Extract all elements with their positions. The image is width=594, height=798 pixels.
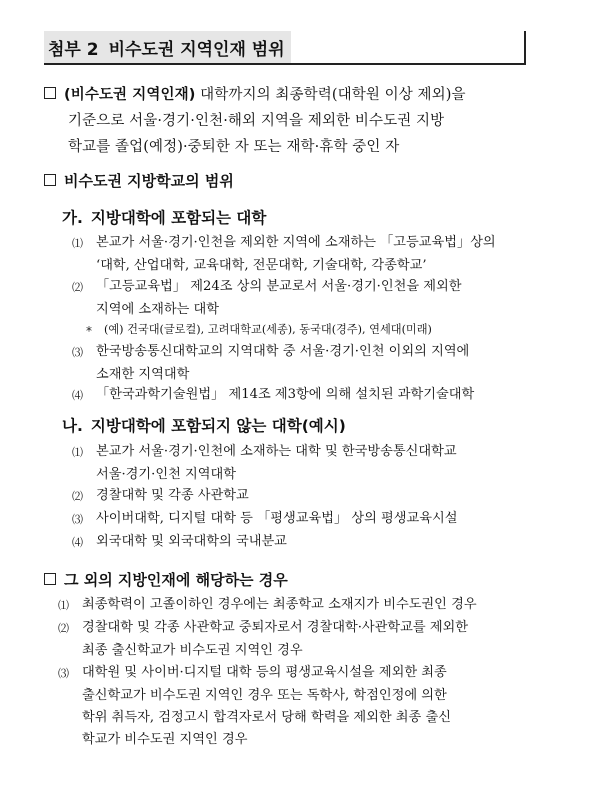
list-item-na-4	[72, 531, 542, 554]
list-item-na-1	[72, 441, 542, 486]
header-underline	[44, 63, 526, 65]
item-text-line: 경찰대학 및 각종 사관학교 중퇴자로서 경찰대학·사관학교를 제외한	[82, 620, 469, 635]
item-number: ⑷	[72, 536, 83, 549]
item-text-line: 학위 취득자, 검정고시 합격자로서 당해 학력을 제외한 최종 출신	[82, 710, 451, 725]
section1-title: 비수도권 지방학교의 범위	[64, 172, 234, 190]
checkbox-square-icon	[44, 174, 56, 186]
intro-bold-term: (비수도권 지역인재)	[64, 87, 196, 103]
item-text-line: 최종 출신학교가 비수도권 지역인 경우	[82, 643, 303, 658]
item-number: ⑶	[72, 513, 83, 526]
subsection-ga-marker: 가.	[62, 209, 83, 227]
list-item-ga-3	[72, 341, 542, 386]
item-number: ⑴	[72, 446, 83, 459]
item-text-line: 「한국과학기술원법」 제14조 제3항에 의해 설치된 과학기술대학	[96, 387, 475, 402]
item-text-line: 소재한 지역대학	[96, 367, 190, 382]
item-number: ⑵	[72, 490, 83, 503]
section2-heading	[44, 569, 544, 590]
item-text-line: 사이버대학, 디지털 대학 등 「평생교육법」 상의 평생교육시설	[96, 511, 458, 526]
list-item-s2-2	[58, 617, 544, 662]
item-text-line: 본교가 서울·경기·인천을 제외한 지역에 소재하는 「고등교육법」상의	[96, 235, 496, 250]
item-number: ⑶	[72, 346, 83, 359]
header-right-bar	[524, 31, 526, 63]
intro-line-3: 학교를 졸업(예정)·중퇴한 자 또는 재학·휴학 중인 자	[68, 139, 400, 155]
header-title-box	[44, 31, 291, 63]
note-text: (예) 건국대(글로컬), 고려대학교(세종), 동국대(경주), 연세대(미래)	[104, 323, 432, 336]
item-number: ⑶	[58, 667, 69, 680]
intro-line-1-text: 대학까지의 최종학력(대학원 이상 제외)을	[195, 87, 466, 103]
checkbox-square-icon	[44, 573, 56, 585]
item-text-line: 최종학력이 고졸이하인 경우에는 최종학교 소재지가 비수도권인 경우	[82, 597, 477, 612]
list-item-na-2	[72, 485, 542, 508]
list-item-s2-1	[58, 594, 544, 617]
page-title: 비수도권 지역인재 범위	[108, 39, 285, 60]
intro-paragraph	[44, 82, 544, 160]
list-item-na-3	[72, 508, 542, 531]
subsection-na-heading	[62, 414, 346, 436]
item-text-line: 서울·경기·인천 지역대학	[96, 467, 236, 482]
item-text-line: 본교가 서울·경기·인천에 소재하는 대학 및 한국방송통신대학교	[96, 444, 457, 459]
item-text-line: 한국방송통신대학교의 지역대학 중 서울·경기·인천 이외의 지역에	[96, 344, 470, 359]
item-number: ⑴	[72, 237, 83, 250]
item-text-line: 「고등교육법」 제24조 상의 분교로서 서울·경기·인천을 제외한	[96, 279, 462, 294]
intro-line-1	[44, 82, 544, 108]
attachment-header	[44, 31, 526, 63]
item-number: ⑵	[72, 281, 83, 294]
item-text-line: ‘대학, 산업대학, 교육대학, 전문대학, 기술대학, 각종학교’	[96, 258, 427, 273]
section1-heading	[44, 170, 544, 191]
item-number: ⑷	[72, 389, 83, 402]
checkbox-square-icon	[44, 87, 56, 99]
item-text-line: 경찰대학 및 각종 사관학교	[96, 488, 249, 503]
intro-line-2: 기준으로 서울·경기·인천·해외 지역을 제외한 비수도권 지방	[68, 113, 445, 129]
subsection-ga-heading	[62, 206, 266, 228]
list-item-ga-1	[72, 232, 542, 277]
attachment-label: 첨부 2	[48, 39, 99, 60]
section2-title: 그 외의 지방인재에 해당하는 경우	[64, 571, 288, 589]
list-item-ga-4	[72, 384, 542, 407]
item-text-line: 외국대학 및 외국대학의 국내분교	[96, 534, 287, 549]
subsection-ga-title: 지방대학에 포함되는 대학	[90, 209, 267, 227]
item-text-line: 출신학교가 비수도권 지역인 경우 또는 독학사, 학점인정에 의한	[82, 688, 447, 703]
item-number: ⑵	[58, 622, 69, 635]
note-asterisk: *	[86, 324, 92, 338]
item-text-line: 지역에 소재하는 대학	[96, 302, 220, 317]
subsection-na-marker: 나.	[62, 417, 83, 435]
example-note	[86, 319, 556, 342]
list-item-ga-2	[72, 276, 542, 321]
item-text-line: 대학원 및 사이버·디지털 대학 등의 평생교육시설을 제외한 최종	[82, 665, 447, 680]
subsection-na-title: 지방대학에 포함되지 않는 대학(예시)	[90, 417, 346, 435]
item-number: ⑴	[58, 599, 69, 612]
list-item-s2-3	[58, 662, 544, 751]
item-text-line: 학교가 비수도권 지역인 경우	[82, 732, 248, 747]
